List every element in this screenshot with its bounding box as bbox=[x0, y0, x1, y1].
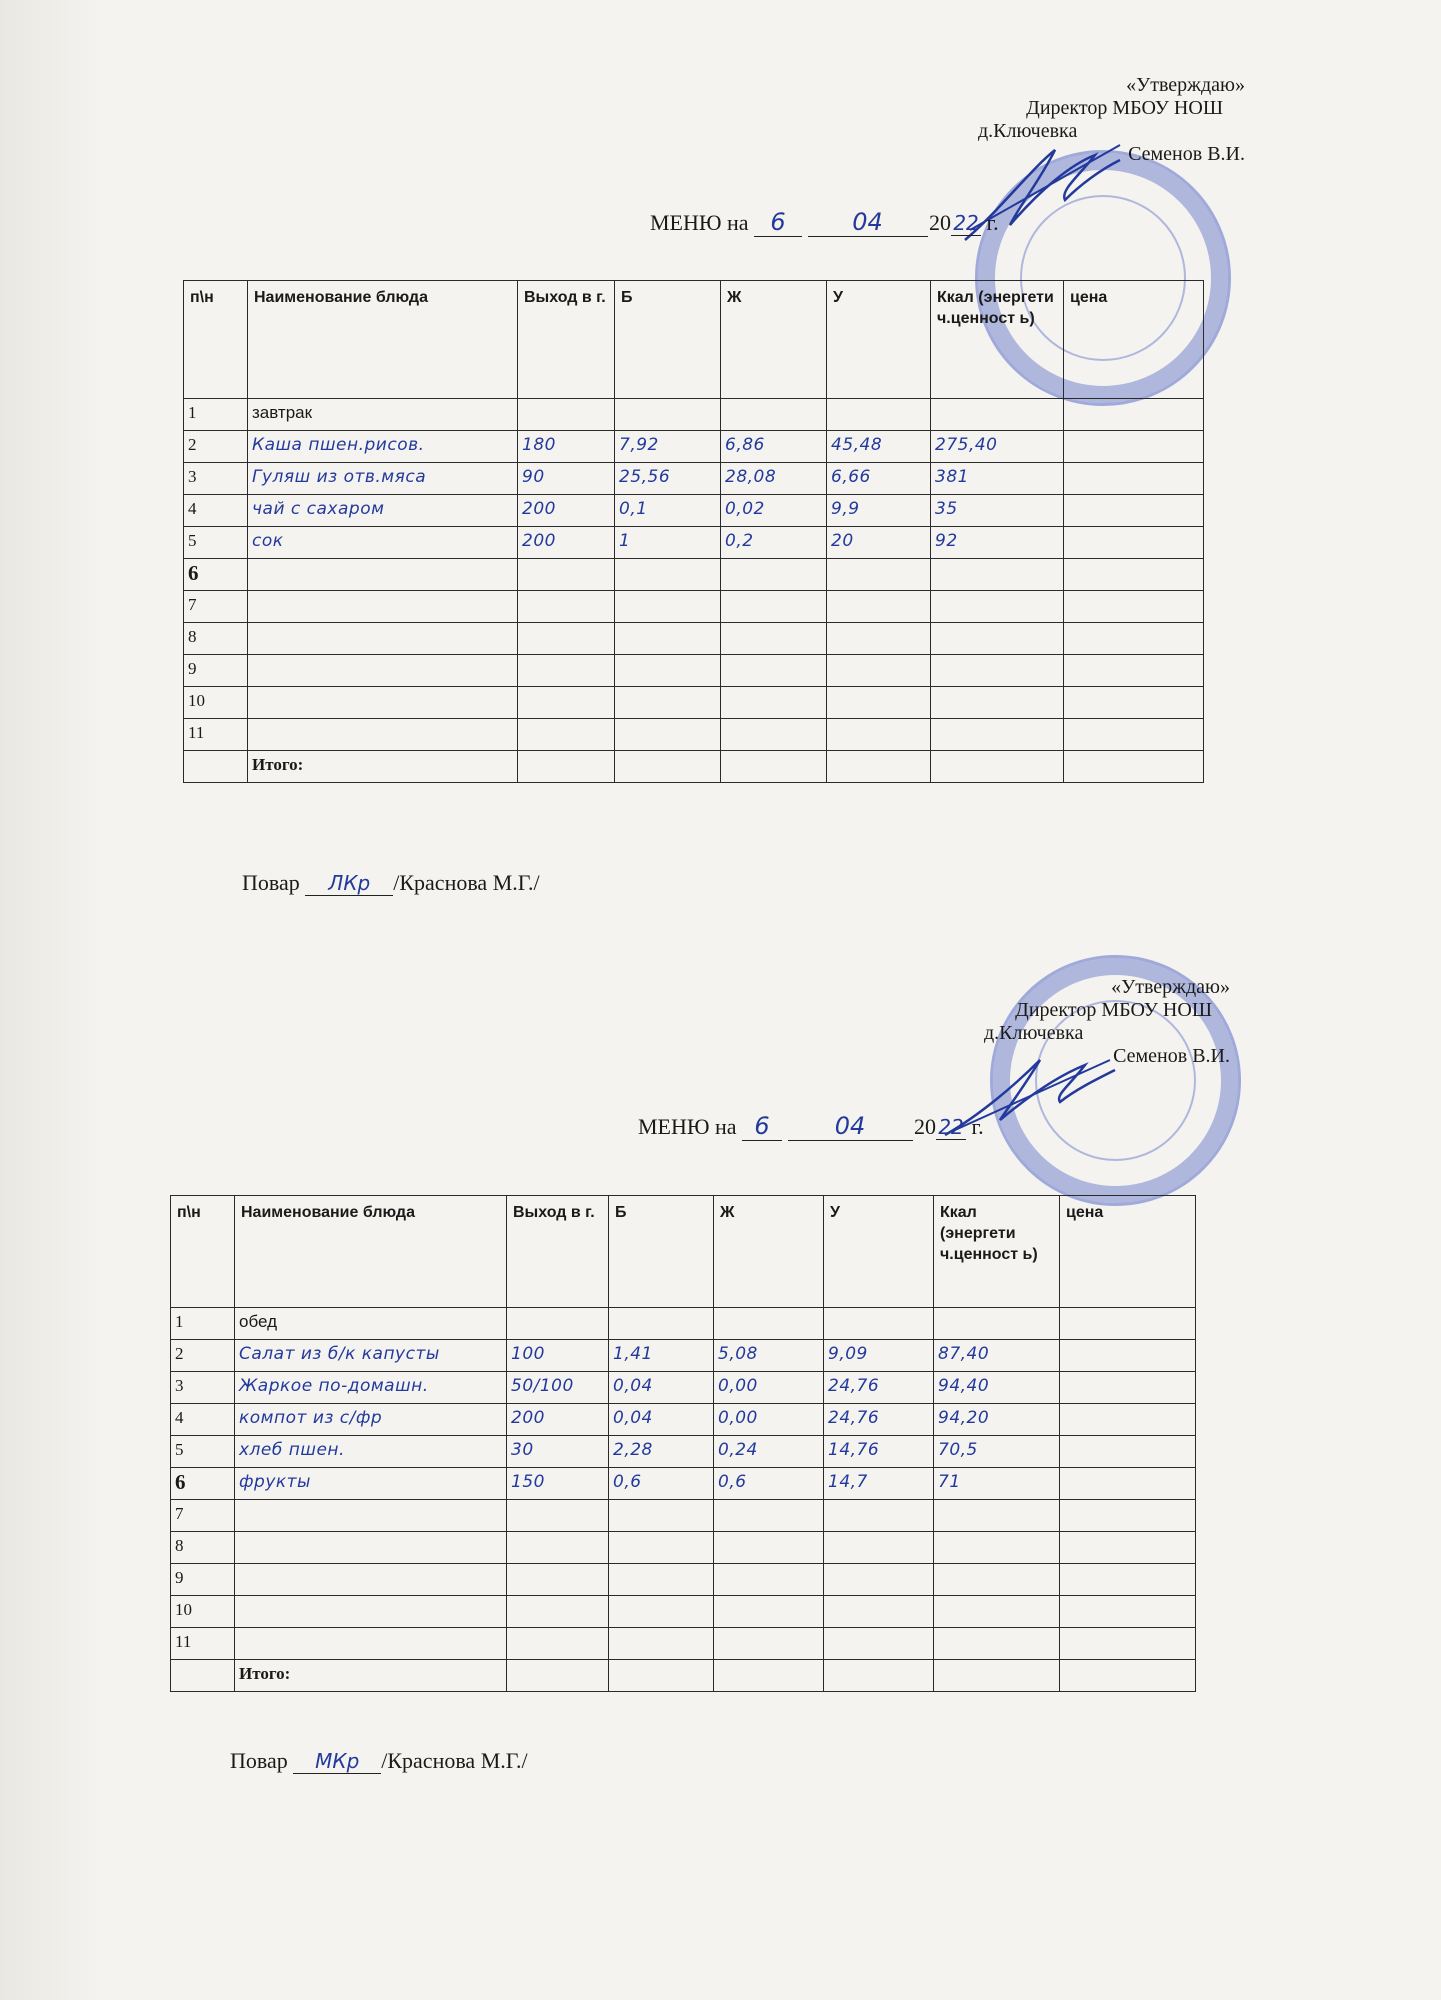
cook-label: Повар bbox=[242, 870, 300, 895]
row-number: 2 bbox=[184, 431, 248, 463]
total-cell bbox=[934, 1660, 1060, 1692]
price-value bbox=[1060, 1628, 1196, 1660]
menu-title bbox=[650, 208, 999, 237]
fat-value: 5,08 bbox=[714, 1340, 824, 1372]
fat-value bbox=[721, 719, 827, 751]
dish-name: хлеб пшен. bbox=[235, 1436, 507, 1468]
cook-signature: МКр bbox=[293, 1749, 381, 1774]
table-row bbox=[184, 463, 1204, 495]
dish-name bbox=[235, 1628, 507, 1660]
price-value bbox=[1064, 687, 1204, 719]
carbs-value bbox=[824, 1596, 934, 1628]
output-value bbox=[518, 623, 615, 655]
fat-value: 6,86 bbox=[721, 431, 827, 463]
table-row bbox=[184, 527, 1204, 559]
col-header-output: Выход в г. bbox=[507, 1196, 609, 1308]
output-value bbox=[518, 591, 615, 623]
kcal-value bbox=[934, 1308, 1060, 1340]
fat-value bbox=[721, 687, 827, 719]
table-row bbox=[184, 623, 1204, 655]
dish-name bbox=[235, 1564, 507, 1596]
dish-name bbox=[248, 623, 518, 655]
protein-value bbox=[609, 1308, 714, 1340]
total-label: Итого: bbox=[235, 1660, 507, 1692]
protein-value: 1 bbox=[615, 527, 721, 559]
table-row bbox=[171, 1564, 1196, 1596]
kcal-value bbox=[931, 559, 1064, 591]
kcal-value bbox=[934, 1628, 1060, 1660]
dish-name: чай с сахаром bbox=[248, 495, 518, 527]
kcal-value: 94,40 bbox=[934, 1372, 1060, 1404]
dish-name: Гуляш из отв.мяса bbox=[248, 463, 518, 495]
price-value bbox=[1064, 463, 1204, 495]
menu-title-prefix: МЕНЮ на bbox=[638, 1114, 737, 1139]
fat-value bbox=[721, 399, 827, 431]
output-value bbox=[507, 1596, 609, 1628]
output-value: 50/100 bbox=[507, 1372, 609, 1404]
menu-title-prefix: МЕНЮ на bbox=[650, 210, 749, 235]
carbs-value: 14,7 bbox=[824, 1468, 934, 1500]
carbs-value bbox=[827, 719, 931, 751]
total-row bbox=[184, 751, 1204, 783]
total-cell bbox=[1060, 1660, 1196, 1692]
output-value: 200 bbox=[518, 527, 615, 559]
approve-village: д.Ключевка bbox=[978, 120, 1078, 142]
table-row bbox=[184, 559, 1204, 591]
row-number: 9 bbox=[184, 655, 248, 687]
table-row bbox=[171, 1628, 1196, 1660]
row-number: 5 bbox=[184, 527, 248, 559]
carbs-value: 20 bbox=[827, 527, 931, 559]
kcal-value: 275,40 bbox=[931, 431, 1064, 463]
output-value bbox=[507, 1308, 609, 1340]
price-value bbox=[1064, 719, 1204, 751]
table-row bbox=[171, 1596, 1196, 1628]
cook-signature: ЛКр bbox=[305, 871, 393, 896]
cook-line bbox=[230, 1748, 528, 1774]
carbs-value: 45,48 bbox=[827, 431, 931, 463]
table-row bbox=[184, 495, 1204, 527]
row-number: 10 bbox=[171, 1596, 235, 1628]
output-value: 30 bbox=[507, 1436, 609, 1468]
output-value bbox=[518, 559, 615, 591]
fat-value: 0,02 bbox=[721, 495, 827, 527]
menu-title-suffix: г. bbox=[986, 210, 999, 235]
protein-value bbox=[615, 687, 721, 719]
cook-line bbox=[242, 870, 540, 896]
carbs-value bbox=[827, 655, 931, 687]
output-value: 100 bbox=[507, 1340, 609, 1372]
total-cell bbox=[714, 1660, 824, 1692]
kcal-value: 71 bbox=[934, 1468, 1060, 1500]
fat-value: 0,00 bbox=[714, 1372, 824, 1404]
output-value bbox=[518, 719, 615, 751]
fat-value bbox=[714, 1500, 824, 1532]
price-value bbox=[1060, 1404, 1196, 1436]
price-value bbox=[1064, 431, 1204, 463]
total-row bbox=[171, 1660, 1196, 1692]
menu-year-suffix: 22 bbox=[951, 211, 981, 236]
protein-value bbox=[615, 591, 721, 623]
fat-value bbox=[714, 1564, 824, 1596]
protein-value bbox=[615, 399, 721, 431]
carbs-value bbox=[827, 399, 931, 431]
kcal-value bbox=[931, 719, 1064, 751]
table-row bbox=[171, 1340, 1196, 1372]
table-row bbox=[171, 1468, 1196, 1500]
total-cell bbox=[507, 1660, 609, 1692]
price-value bbox=[1060, 1340, 1196, 1372]
col-header-kcal: Ккал (энергети ч.ценност ь) bbox=[931, 281, 1064, 399]
dish-name: Жаркое по-домашн. bbox=[235, 1372, 507, 1404]
kcal-value bbox=[931, 623, 1064, 655]
row-number: 1 bbox=[184, 399, 248, 431]
menu-year-prefix: 20 bbox=[914, 1114, 937, 1139]
price-value bbox=[1064, 591, 1204, 623]
fat-value bbox=[714, 1532, 824, 1564]
approve-director: Директор МБОУ НОШ bbox=[1026, 97, 1223, 119]
fat-value: 0,00 bbox=[714, 1404, 824, 1436]
dish-name bbox=[235, 1500, 507, 1532]
dish-name: фрукты bbox=[235, 1468, 507, 1500]
price-value bbox=[1060, 1468, 1196, 1500]
col-header-protein: Б bbox=[615, 281, 721, 399]
page-edge bbox=[0, 0, 100, 2000]
menu-table-breakfast bbox=[183, 280, 1204, 783]
row-number: 4 bbox=[171, 1404, 235, 1436]
col-header-price: цена bbox=[1060, 1196, 1196, 1308]
carbs-value bbox=[827, 591, 931, 623]
protein-value bbox=[615, 559, 721, 591]
carbs-value bbox=[824, 1500, 934, 1532]
protein-value bbox=[615, 623, 721, 655]
table-row bbox=[171, 1500, 1196, 1532]
carbs-value bbox=[824, 1308, 934, 1340]
kcal-value: 92 bbox=[931, 527, 1064, 559]
carbs-value bbox=[824, 1628, 934, 1660]
col-header-kcal: Ккал (энергети ч.ценност ь) bbox=[934, 1196, 1060, 1308]
table-row bbox=[184, 655, 1204, 687]
table-row bbox=[184, 399, 1204, 431]
total-cell bbox=[518, 751, 615, 783]
carbs-value bbox=[827, 623, 931, 655]
protein-value bbox=[615, 719, 721, 751]
dish-name: Салат из б/к капусты bbox=[235, 1340, 507, 1372]
row-number: 9 bbox=[171, 1564, 235, 1596]
table-row bbox=[171, 1404, 1196, 1436]
price-value bbox=[1060, 1596, 1196, 1628]
row-number: 8 bbox=[171, 1532, 235, 1564]
protein-value: 25,56 bbox=[615, 463, 721, 495]
total-cell bbox=[721, 751, 827, 783]
total-cell bbox=[184, 751, 248, 783]
kcal-value: 94,20 bbox=[934, 1404, 1060, 1436]
row-number: 11 bbox=[171, 1628, 235, 1660]
dish-name: Каша пшен.рисов. bbox=[248, 431, 518, 463]
menu-date-day: 6 bbox=[742, 1112, 782, 1141]
cook-label: Повар bbox=[230, 1748, 288, 1773]
output-value: 200 bbox=[518, 495, 615, 527]
fat-value: 0,6 bbox=[714, 1468, 824, 1500]
dish-name: обед bbox=[235, 1308, 507, 1340]
total-cell bbox=[609, 1660, 714, 1692]
price-value bbox=[1064, 399, 1204, 431]
price-value bbox=[1064, 495, 1204, 527]
carbs-value: 9,09 bbox=[824, 1340, 934, 1372]
row-number: 10 bbox=[184, 687, 248, 719]
approve-signer: Семенов В.И. bbox=[1128, 143, 1245, 165]
kcal-value bbox=[934, 1564, 1060, 1596]
kcal-value: 35 bbox=[931, 495, 1064, 527]
kcal-value: 381 bbox=[931, 463, 1064, 495]
output-value bbox=[507, 1500, 609, 1532]
menu-title-suffix: г. bbox=[971, 1114, 984, 1139]
total-cell bbox=[615, 751, 721, 783]
row-number: 6 bbox=[184, 559, 248, 591]
total-label: Итого: bbox=[248, 751, 518, 783]
row-number: 1 bbox=[171, 1308, 235, 1340]
dish-name: компот из с/фр bbox=[235, 1404, 507, 1436]
protein-value: 0,04 bbox=[609, 1372, 714, 1404]
kcal-value bbox=[934, 1500, 1060, 1532]
row-number: 7 bbox=[171, 1500, 235, 1532]
protein-value: 0,6 bbox=[609, 1468, 714, 1500]
protein-value: 0,04 bbox=[609, 1404, 714, 1436]
cook-name: /Краснова М.Г./ bbox=[381, 1748, 528, 1773]
dish-name bbox=[248, 655, 518, 687]
total-cell bbox=[931, 751, 1064, 783]
price-value bbox=[1064, 655, 1204, 687]
carbs-value: 14,76 bbox=[824, 1436, 934, 1468]
price-value bbox=[1060, 1532, 1196, 1564]
approve-word: «Утверждаю» bbox=[1126, 74, 1245, 96]
protein-value: 0,1 bbox=[615, 495, 721, 527]
approve-word: «Утверждаю» bbox=[1111, 976, 1230, 998]
protein-value bbox=[609, 1532, 714, 1564]
price-value bbox=[1064, 623, 1204, 655]
price-value bbox=[1064, 559, 1204, 591]
dish-name bbox=[248, 719, 518, 751]
total-cell bbox=[824, 1660, 934, 1692]
table-row bbox=[184, 591, 1204, 623]
protein-value: 7,92 bbox=[615, 431, 721, 463]
col-header-price: цена bbox=[1064, 281, 1204, 399]
menu-year-prefix: 20 bbox=[929, 210, 952, 235]
carbs-value: 9,9 bbox=[827, 495, 931, 527]
menu-year-suffix: 22 bbox=[936, 1115, 966, 1140]
output-value bbox=[507, 1564, 609, 1596]
row-number: 2 bbox=[171, 1340, 235, 1372]
carbs-value bbox=[824, 1532, 934, 1564]
kcal-value bbox=[931, 591, 1064, 623]
fat-value: 0,2 bbox=[721, 527, 827, 559]
dish-name: сок bbox=[248, 527, 518, 559]
carbs-value bbox=[824, 1564, 934, 1596]
menu-title bbox=[638, 1112, 984, 1141]
fat-value bbox=[721, 655, 827, 687]
output-value bbox=[518, 655, 615, 687]
menu-date-day: 6 bbox=[754, 208, 802, 237]
col-header-dish: Наименование блюда bbox=[235, 1196, 507, 1308]
price-value bbox=[1060, 1500, 1196, 1532]
table-row bbox=[171, 1372, 1196, 1404]
row-number: 6 bbox=[171, 1468, 235, 1500]
row-number: 4 bbox=[184, 495, 248, 527]
price-value bbox=[1060, 1372, 1196, 1404]
price-value bbox=[1060, 1436, 1196, 1468]
kcal-value bbox=[931, 399, 1064, 431]
menu-date-month: 04 bbox=[808, 208, 928, 237]
dish-name bbox=[235, 1532, 507, 1564]
dish-name bbox=[235, 1596, 507, 1628]
fat-value bbox=[714, 1596, 824, 1628]
protein-value bbox=[615, 655, 721, 687]
dish-name bbox=[248, 687, 518, 719]
carbs-value bbox=[827, 687, 931, 719]
protein-value: 1,41 bbox=[609, 1340, 714, 1372]
output-value: 90 bbox=[518, 463, 615, 495]
table-row bbox=[184, 687, 1204, 719]
table-row bbox=[171, 1308, 1196, 1340]
approve-village: д.Ключевка bbox=[984, 1022, 1084, 1044]
col-header-carbs: У bbox=[824, 1196, 934, 1308]
col-header-output: Выход в г. bbox=[518, 281, 615, 399]
output-value: 200 bbox=[507, 1404, 609, 1436]
output-value bbox=[507, 1628, 609, 1660]
output-value: 180 bbox=[518, 431, 615, 463]
table-row bbox=[171, 1532, 1196, 1564]
fat-value bbox=[714, 1308, 824, 1340]
table-row bbox=[171, 1436, 1196, 1468]
fat-value bbox=[721, 559, 827, 591]
total-cell bbox=[171, 1660, 235, 1692]
col-header-fat: Ж bbox=[721, 281, 827, 399]
menu-table-lunch bbox=[170, 1195, 1196, 1692]
col-header-carbs: У bbox=[827, 281, 931, 399]
carbs-value: 24,76 bbox=[824, 1404, 934, 1436]
row-number: 5 bbox=[171, 1436, 235, 1468]
col-header-number: п\н bbox=[171, 1196, 235, 1308]
row-number: 11 bbox=[184, 719, 248, 751]
row-number: 3 bbox=[171, 1372, 235, 1404]
total-cell bbox=[1064, 751, 1204, 783]
protein-value bbox=[609, 1500, 714, 1532]
row-number: 3 bbox=[184, 463, 248, 495]
price-value bbox=[1064, 527, 1204, 559]
col-header-number: п\н bbox=[184, 281, 248, 399]
fat-value bbox=[714, 1628, 824, 1660]
kcal-value: 70,5 bbox=[934, 1436, 1060, 1468]
fat-value: 28,08 bbox=[721, 463, 827, 495]
carbs-value bbox=[827, 559, 931, 591]
protein-value: 2,28 bbox=[609, 1436, 714, 1468]
table-row bbox=[184, 719, 1204, 751]
output-value: 150 bbox=[507, 1468, 609, 1500]
dish-name bbox=[248, 591, 518, 623]
col-header-dish: Наименование блюда bbox=[248, 281, 518, 399]
output-value bbox=[518, 687, 615, 719]
carbs-value: 6,66 bbox=[827, 463, 931, 495]
carbs-value: 24,76 bbox=[824, 1372, 934, 1404]
fat-value bbox=[721, 623, 827, 655]
kcal-value: 87,40 bbox=[934, 1340, 1060, 1372]
row-number: 8 bbox=[184, 623, 248, 655]
protein-value bbox=[609, 1596, 714, 1628]
table-row bbox=[184, 431, 1204, 463]
price-value bbox=[1060, 1564, 1196, 1596]
col-header-protein: Б bbox=[609, 1196, 714, 1308]
fat-value bbox=[721, 591, 827, 623]
total-cell bbox=[827, 751, 931, 783]
approve-signer: Семенов В.И. bbox=[1113, 1045, 1230, 1067]
approve-director: Директор МБОУ НОШ bbox=[1015, 999, 1212, 1021]
cook-name: /Краснова М.Г./ bbox=[393, 870, 540, 895]
output-value bbox=[518, 399, 615, 431]
kcal-value bbox=[934, 1596, 1060, 1628]
price-value bbox=[1060, 1308, 1196, 1340]
fat-value: 0,24 bbox=[714, 1436, 824, 1468]
dish-name bbox=[248, 559, 518, 591]
kcal-value bbox=[931, 687, 1064, 719]
output-value bbox=[507, 1532, 609, 1564]
protein-value bbox=[609, 1564, 714, 1596]
col-header-fat: Ж bbox=[714, 1196, 824, 1308]
kcal-value bbox=[934, 1532, 1060, 1564]
row-number: 7 bbox=[184, 591, 248, 623]
kcal-value bbox=[931, 655, 1064, 687]
menu-date-month: 04 bbox=[788, 1112, 913, 1141]
dish-name: завтрак bbox=[248, 399, 518, 431]
protein-value bbox=[609, 1628, 714, 1660]
